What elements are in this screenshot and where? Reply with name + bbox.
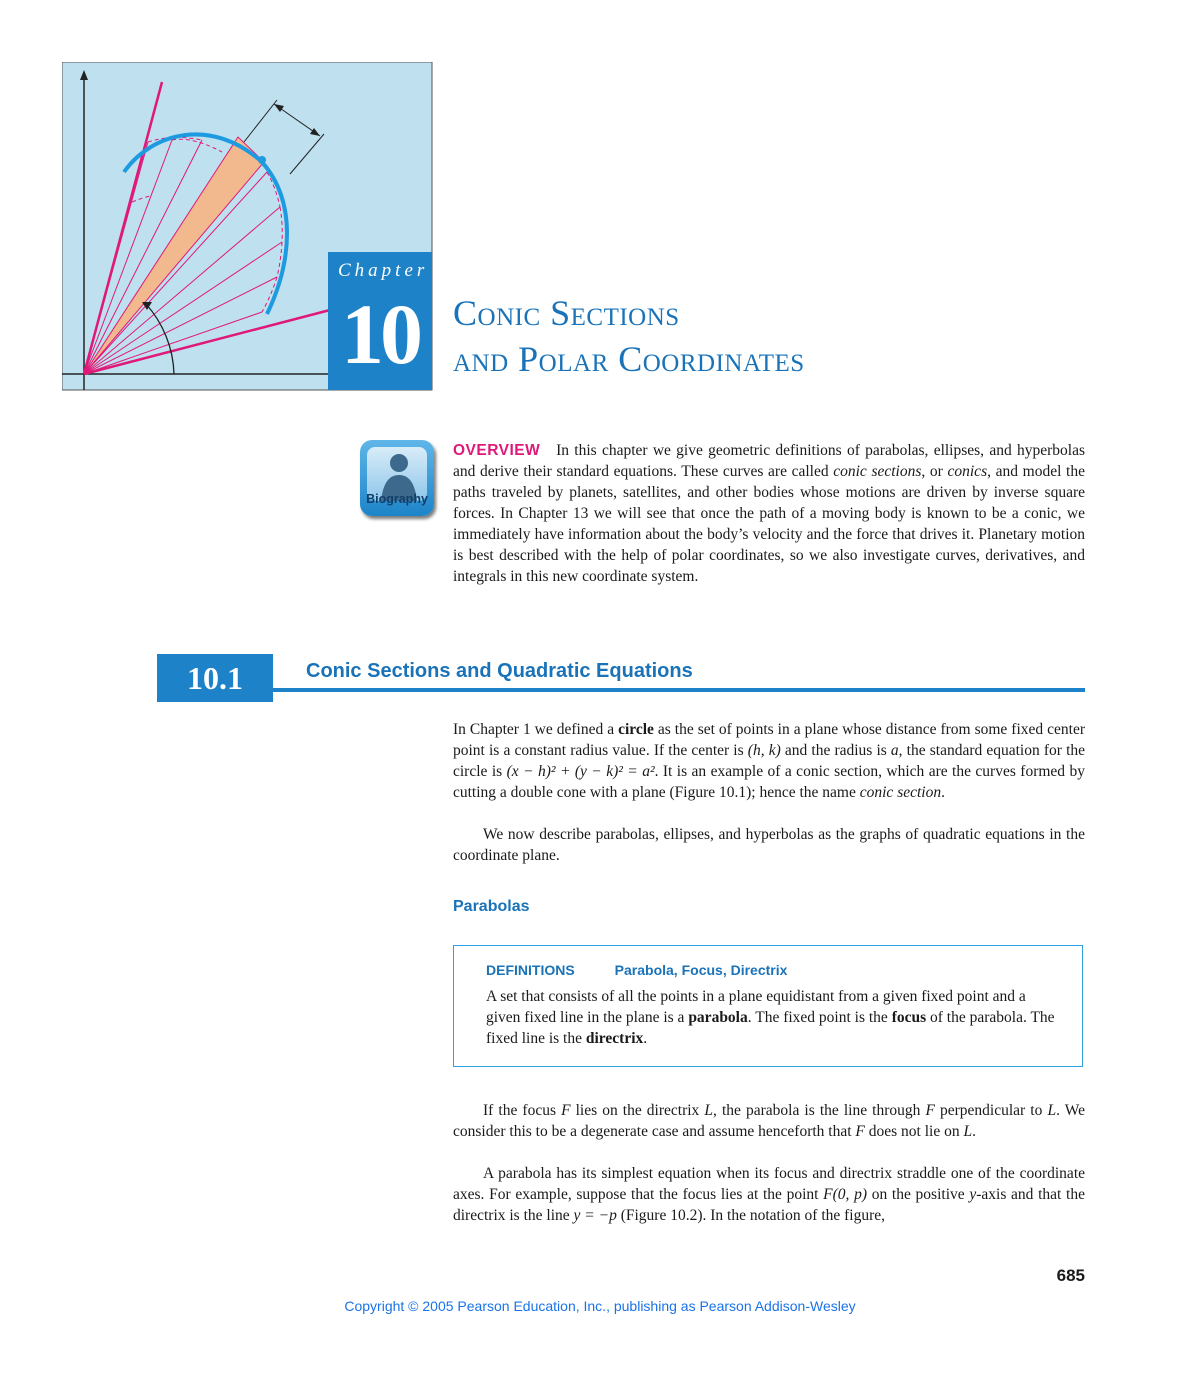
section-rule <box>273 688 1085 692</box>
overview-paragraph: OVERVIEW In this chapter we give geometric definitions of parabolas, ellipses, and hyperbolas and derive their standard equations. These curves are called conic sections, or conics, and model the paths traveled by planets, satellites, and other bodies whose motions are driven by inverse square forces. In Chapter 13 we will see that once the path of a moving body is known to be a conic, we immediately have information about the body’s velocity and the force that drives it. Planetary motion is best described with the help of polar coordinates, so we also investigate curves, derivatives, and integrals in this new coordinate system. <box>453 442 1085 585</box>
page-number: 685 <box>1056 1266 1085 1285</box>
biography-button[interactable] <box>360 440 434 516</box>
body-paragraph-1: In Chapter 1 we defined a circle as the set of points in a plane whose distance from some fixed center point is a constant radius value. If the center is (h, k) and the radius is a, the standard equation for the circle is (x − h)² + (y − k)² = a². It is an example of a conic section, which are the curves formed by cutting a double cone with a plane (Figure 10.1); hence the name conic section. <box>453 721 1086 801</box>
body-paragraph-4: A parabola has its simplest equation when its focus and directrix straddle one of the coordinate axes. For example, suppose that the focus lies at the point F(0, p) on the positive y-axis and that the directrix is the line y = −p (Figure 10.2). In the notation of the figure, <box>453 1165 1085 1224</box>
definition-text: A set that consists of all the points in a plane equidistant from a given fixed point and a given fixed line in the plane is a parabola. The fixed point is the focus of the parabola. The fixed line is the directrix. <box>486 988 1055 1047</box>
chapter-label: Chapter <box>338 260 429 281</box>
definition-label: DEFINITIONS <box>486 962 575 978</box>
section-number: 10.1 <box>157 654 273 702</box>
section-title: Conic Sections and Quadratic Equations <box>306 660 693 682</box>
chapter-title-line-1: Conic Sections <box>453 293 680 333</box>
body-paragraph-3: If the focus F lies on the directrix L, the parabola is the line through F perpendicular to L. We consider this to be a degenerate case and assume henceforth that F does not lie on L. <box>453 1102 1086 1140</box>
definition-terms: Parabola, Focus, Directrix <box>614 962 788 978</box>
overview-label: OVERVIEW <box>453 442 541 459</box>
chapter-title-line-2: and Polar Coordinates <box>453 339 805 379</box>
definition-heading <box>486 962 787 978</box>
copyright-notice: Copyright © 2005 Pearson Education, Inc., publishing as Pearson Addison-Wesley <box>344 1298 856 1314</box>
body-paragraph-2: We now describe parabolas, ellipses, and hyperbolas as the graphs of quadratic equations in the coordinate plane. <box>453 826 1085 864</box>
subsection-title: Parabolas <box>453 898 530 915</box>
chapter-number: 10 <box>341 286 419 382</box>
chapter-title <box>453 290 805 382</box>
biography-label: Biography <box>366 492 428 506</box>
